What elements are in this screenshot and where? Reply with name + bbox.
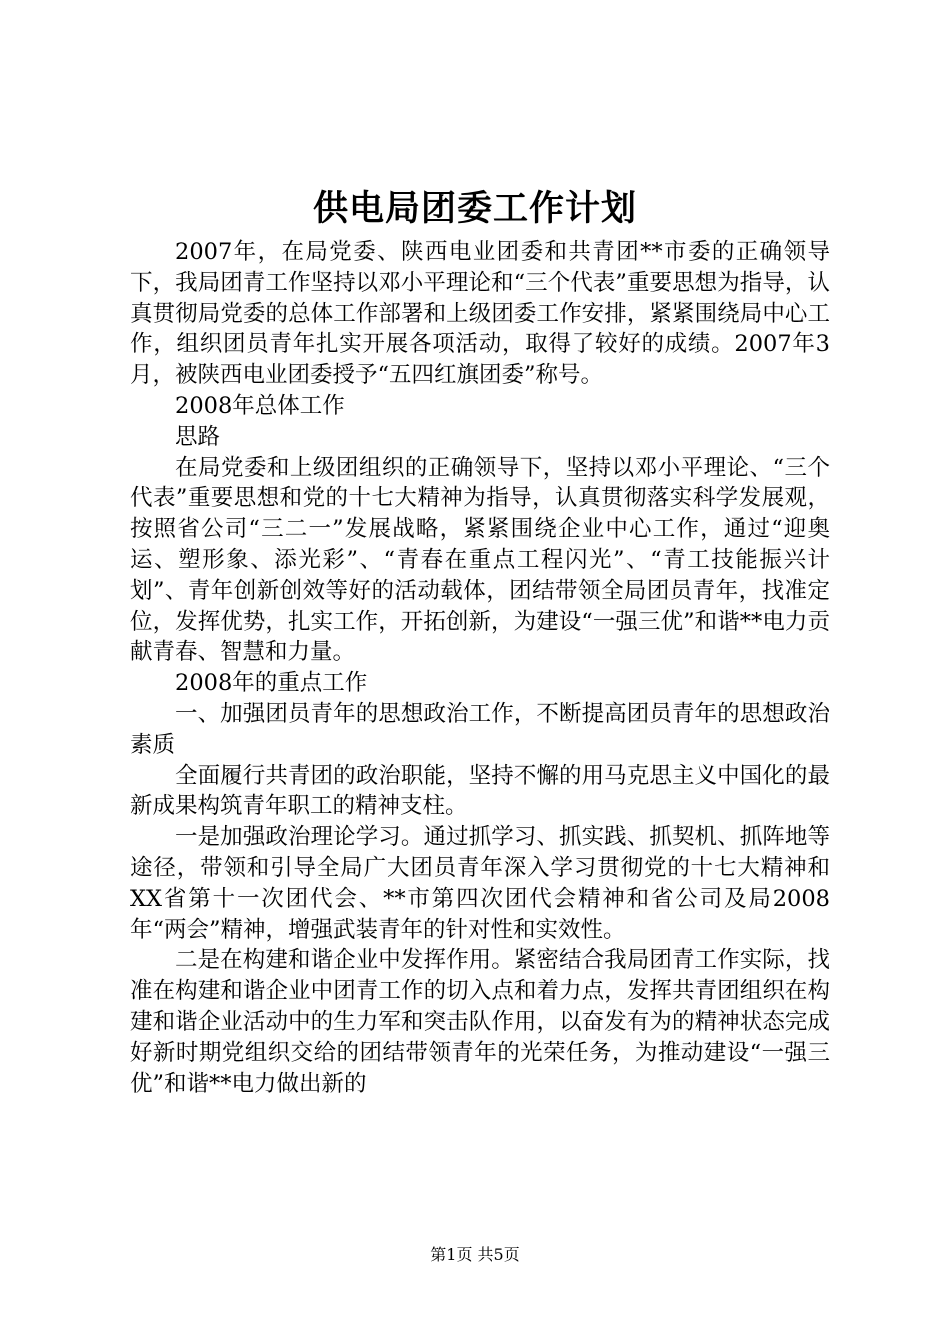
paragraph-guidance: 在局党委和上级团组织的正确领导下，坚持以邓小平理论、“三个代表”重要思想和党的十七大精神为指导，认真贯彻落实科学发展观，按照省公司“三二一”发展战略，紧紧围绕企业中心工作，通过“迎奥运、塑形象、添光彩”、“青春在重点工程闪光”、“青工技能振兴计划”、青年创新创效等好的活动载体，团结带领全局团员青年，找准定位，发挥优势，扎实工作，开拓创新，为建设“一强三优”和谐**电力贡献青春、智慧和力量。 [130,454,830,666]
document-title: 供电局团委工作计划 [312,188,637,229]
paragraph-intro: 2007年，在局党委、陕西电业团委和共青团**市委的正确领导下，我局团青工作坚持以邓小平理论和“三个代表”重要思想为指导，认真贯彻局党委的总体工作部署和上级团委工作安排，紧紧围绕局中心工作，组织团员青年扎实开展各项活动，取得了较好的成绩。2007年3月，被陕西电业团委授予“五四红旗团委”称号。 [130,239,830,389]
page-footer: 第1页 共5页 [430,1245,520,1264]
paragraph-harmonious-enterprise: 二是在构建和谐企业中发挥作用。紧密结合我局团青工作实际，找准在构建和谐企业中团青工作的切入点和着力点，发挥共青团组织在构建和谐企业活动中的生力军和突击队作用，以奋发有为的精神状态完成好新时期党组织交给的团结带领青年的光荣任务，为推动建设“一强三优”和谐**电力做出新的 [130,947,830,1097]
paragraph-political-function: 全面履行共青团的政治职能，坚持不懈的用马克思主义中国化的最新成果构筑青年职工的精神支柱。 [130,762,830,820]
section-heading-thinking: 思路 [175,423,221,450]
document-body [130,237,830,1099]
section-heading-key-work: 2008年的重点工作 [175,670,368,697]
paragraph-theory-study: 一是加强政治理论学习。通过抓学习、抓实践、抓契机、抓阵地等途径，带领和引导全局广大团员青年深入学习贯彻党的十七大精神和XX省第十一次团代会、**市第四次团代会精神和省公司及局2008年“两会”精神，增强武装青年的针对性和实效性。 [130,824,830,943]
section-heading-overall: 2008年总体工作 [175,392,345,419]
subheading-political-work: 一、加强团员青年的思想政治工作，不断提高团员青年的思想政治素质 [130,700,830,758]
